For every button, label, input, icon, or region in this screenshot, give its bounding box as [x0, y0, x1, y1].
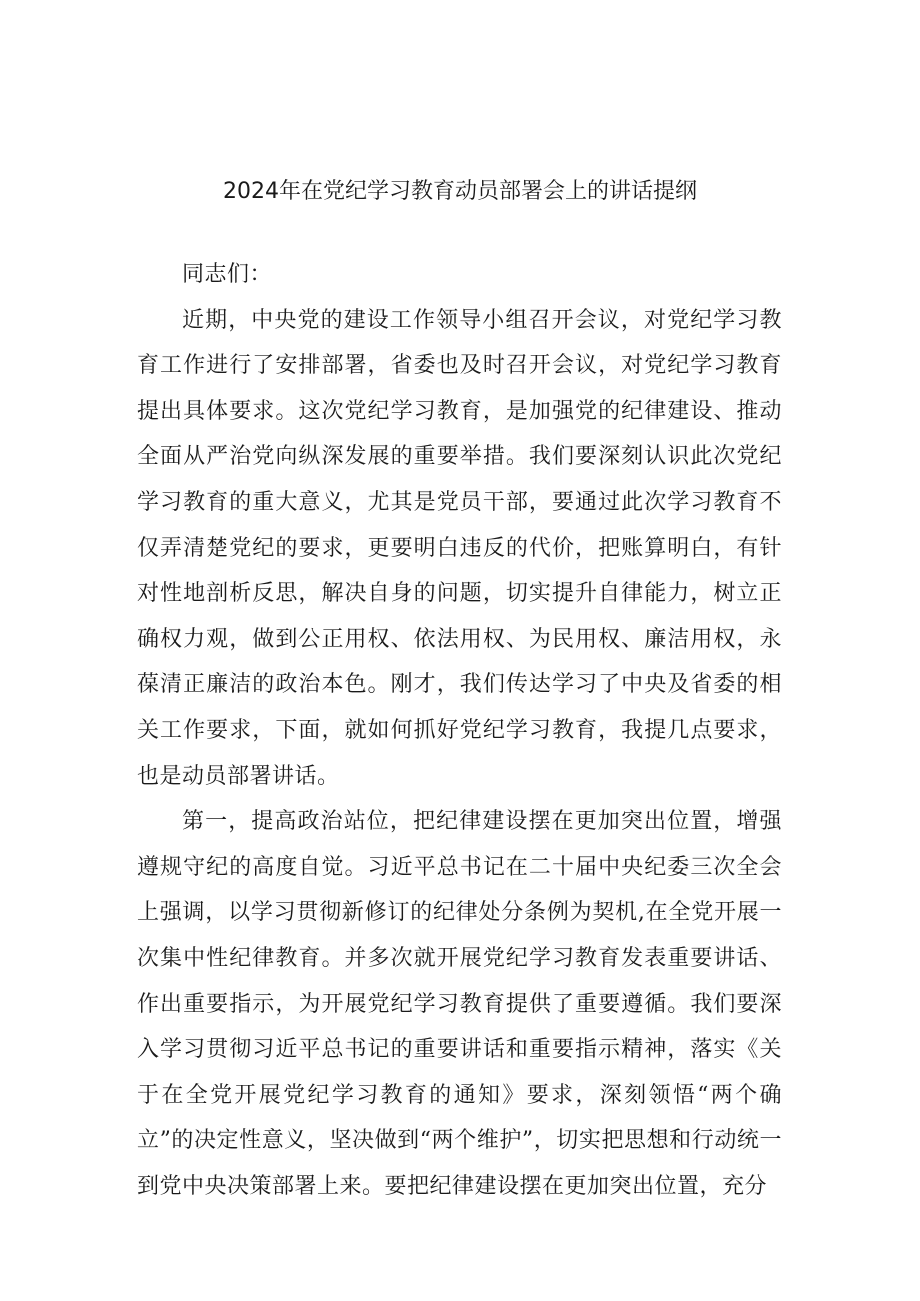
salutation: 同志们：	[182, 262, 273, 287]
paragraph-first-point: 第一，提高政治站位，把纪律建设摆在更加突出位置，增强遵规守纪的高度自觉。习近平总书记在二十届中央纪委三次全会上强调，以学习贯彻新修订的纪律处分条例为契机,在全党开展一次集中性纪律教育。并多次就开展党纪学习教育发表重要讲话、作出重要指示，为开展党纪学习教育提供了重要遵循。我们要深入学习贯彻习近平总书记的重要讲话和重要指示精神，落实《关于在全党开展党纪学习教育的通知》要求，深刻领悟“两个确立”的决定性意义，坚决做到“两个维护”，切实把思想和行动统一到党中央决策部署上来。要把纪律建设摆在更加突出位置，充分	[137, 809, 782, 1199]
paragraph-intro: 近期，中央党的建设工作领导小组召开会议，对党纪学习教育工作进行了安排部署，省委也及时召开会议，对党纪学习教育提出具体要求。这次党纪学习教育，是加强党的纪律建设、推动全面从严治党向纵深发展的重要举措。我们要深刻认识此次党纪学习教育的重大意义，尤其是党员干部，要通过此次学习教育不仅弄清楚党纪的要求，更要明白违反的代价，把账算明白，有针对性地剖析反思，解决自身的问题，切实提升自律能力，树立正确权力观，做到公正用权、依法用权、为民用权、廉洁用权，永葆清正廉洁的政治本色。刚才，我们传达学习了中央及省委的相关工作要求，下面，就如何抓好党纪学习教育，我提几点要求，也是动员部署讲话。	[137, 307, 782, 789]
document-title: 2024年在党纪学习教育动员部署会上的讲话提纲	[223, 179, 697, 204]
document-body	[137, 252, 782, 1209]
